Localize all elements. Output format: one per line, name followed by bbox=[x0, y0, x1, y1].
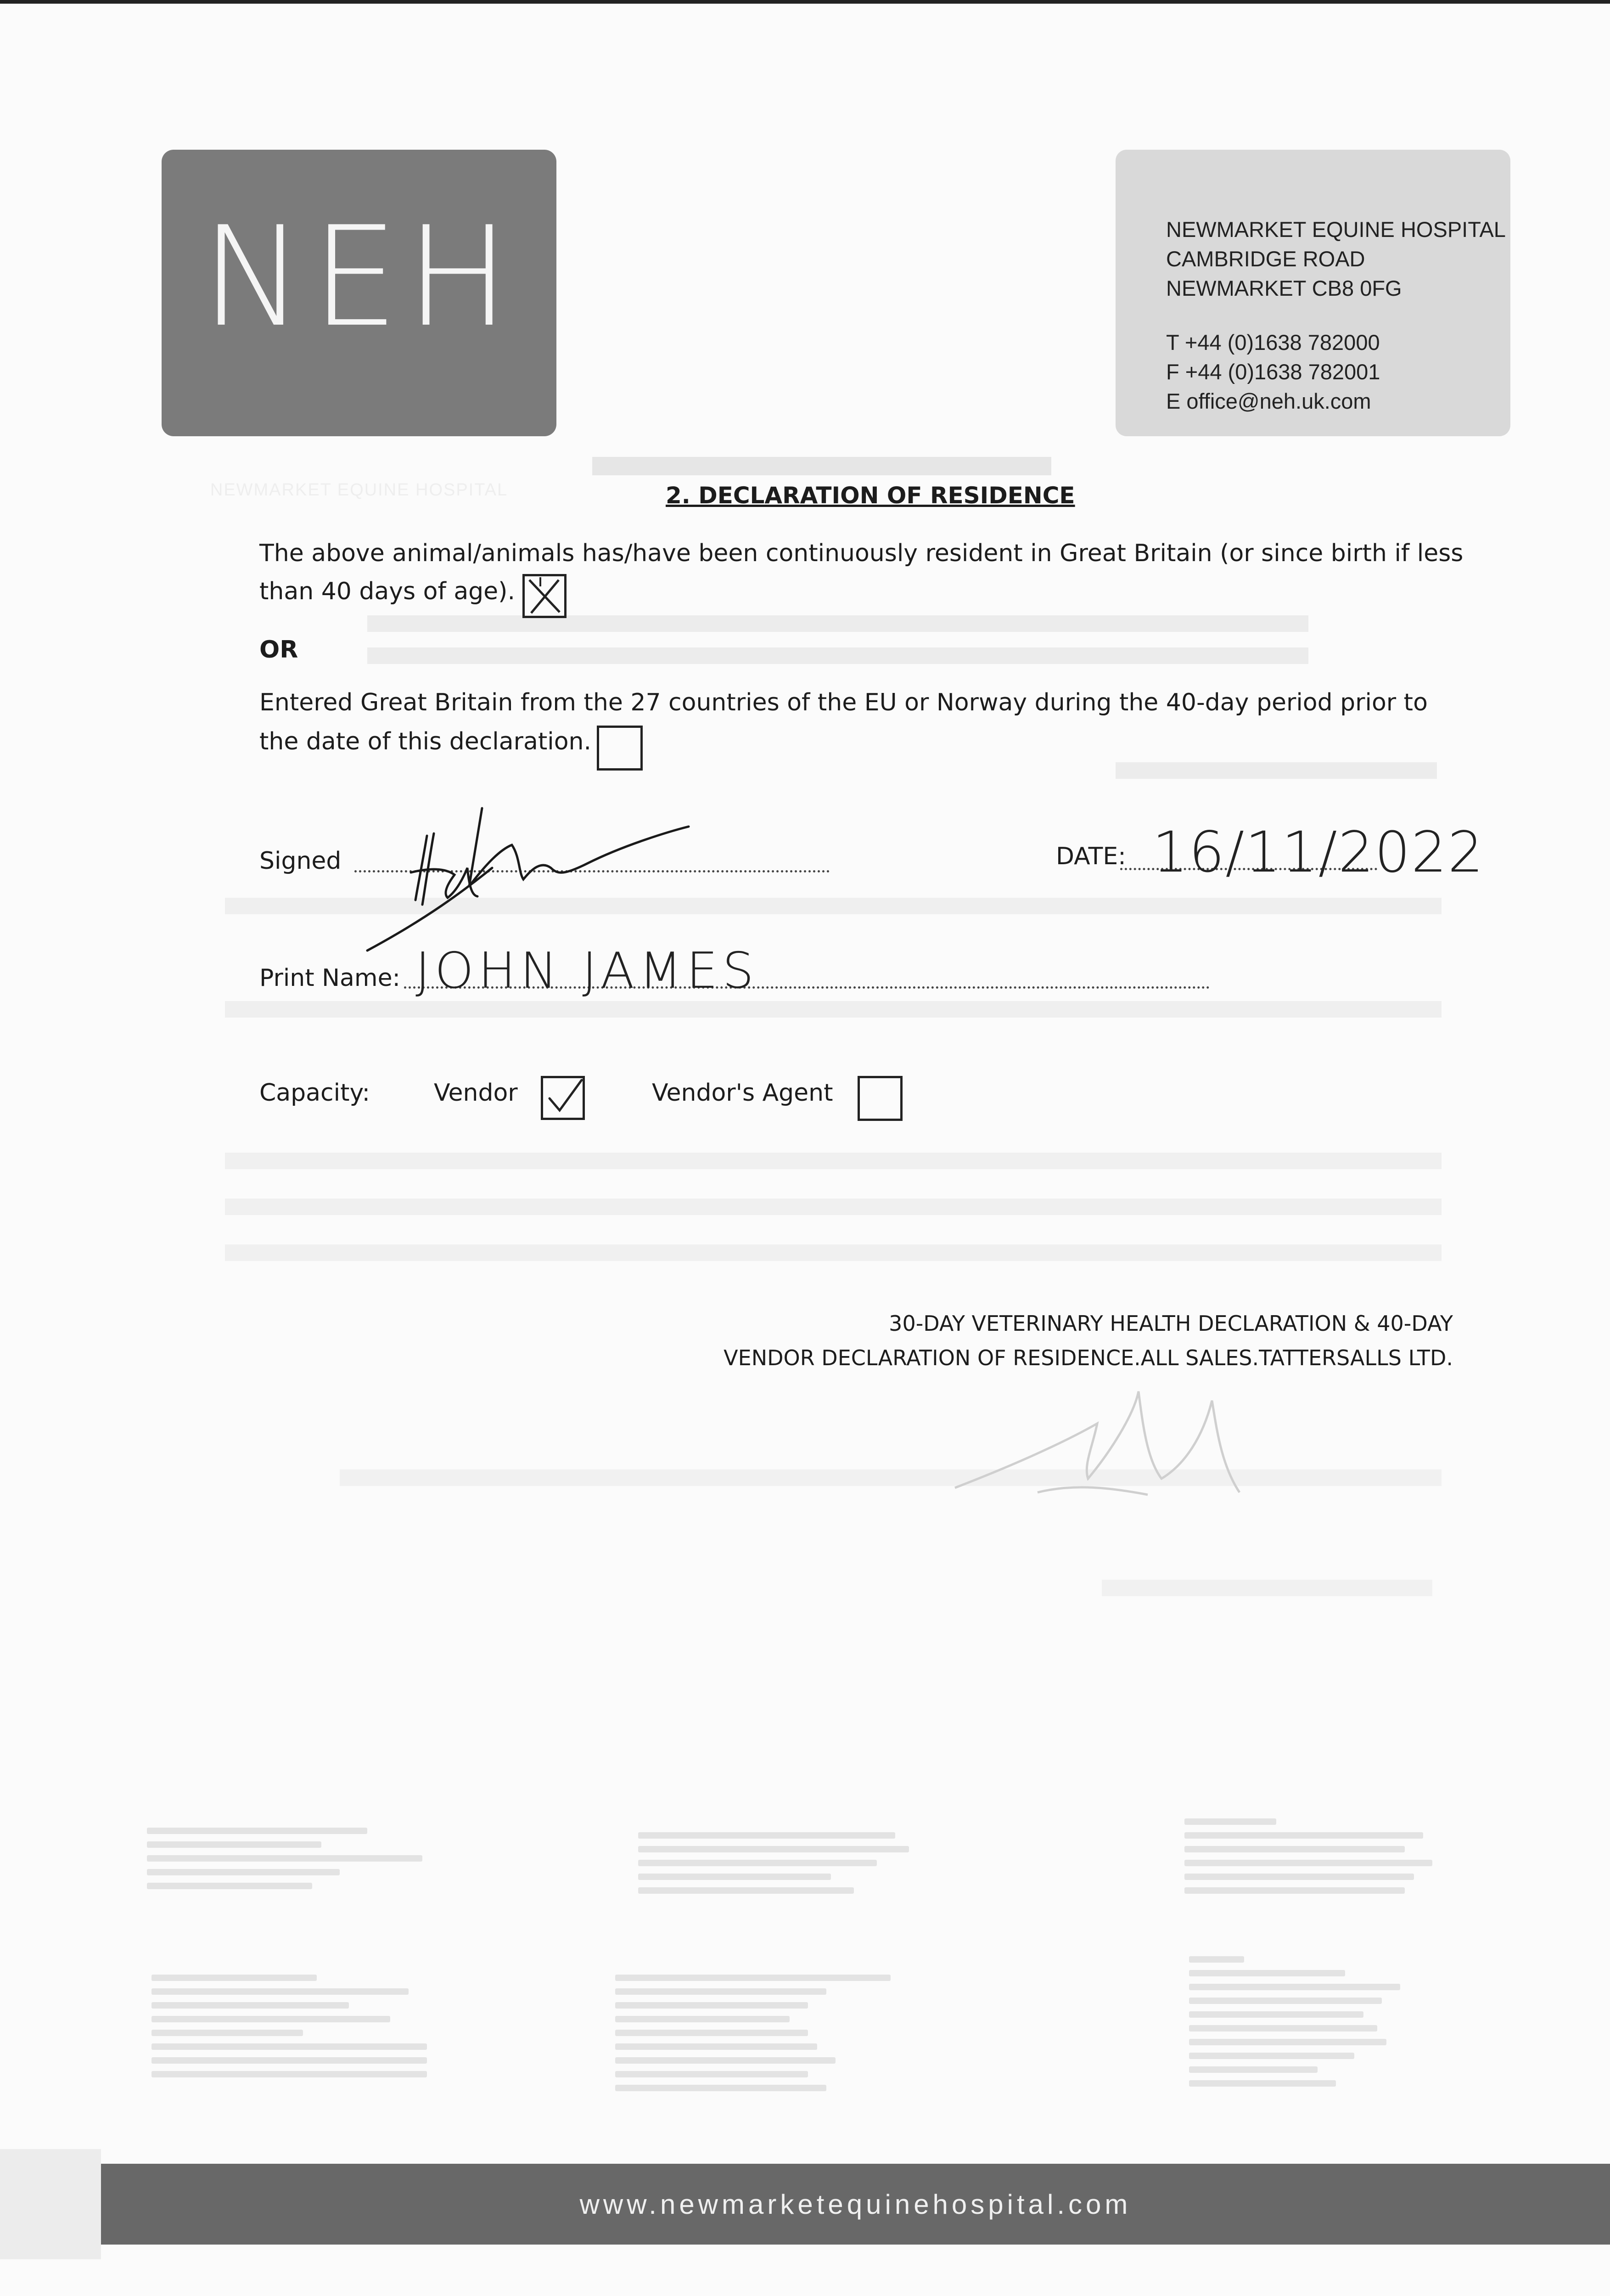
bleed-through bbox=[225, 1001, 1442, 1018]
address-line: NEWMARKET EQUINE HOSPITAL bbox=[1166, 217, 1506, 242]
bleed-through-directory bbox=[151, 1975, 436, 2085]
resident-checkbox[interactable] bbox=[522, 574, 567, 618]
declaration-footnote: 30-DAY VETERINARY HEALTH DECLARATION & 40-DAY bbox=[889, 1311, 1453, 1336]
handwritten-date[interactable]: 16/11/2022 bbox=[1152, 820, 1485, 885]
print-name-label: Print Name: bbox=[259, 964, 401, 992]
bleed-through-directory bbox=[1189, 1956, 1474, 2094]
signature-scribble bbox=[349, 781, 698, 955]
entered-checkbox[interactable] bbox=[597, 726, 643, 771]
handwritten-print-name[interactable]: JOHN JAMES bbox=[415, 942, 758, 1000]
neh-logo bbox=[162, 150, 556, 500]
address-line: NEWMARKET CB8 0FG bbox=[1166, 276, 1402, 300]
address-block bbox=[1116, 150, 1510, 436]
date-label: DATE: bbox=[1056, 843, 1126, 870]
phone-number: T +44 (0)1638 782000 bbox=[1166, 330, 1380, 355]
bleed-through bbox=[225, 1153, 1442, 1169]
entered-option-text: the date of this declaration. bbox=[259, 728, 591, 755]
signed-label: Signed bbox=[259, 847, 342, 875]
address-line: CAMBRIDGE ROAD bbox=[1166, 247, 1365, 271]
bleed-through bbox=[225, 1199, 1442, 1215]
email-address: E office@neh.uk.com bbox=[1166, 389, 1371, 413]
address-lines bbox=[1166, 215, 1506, 303]
agent-option-label: Vendor's Agent bbox=[652, 1079, 833, 1107]
logo-mark: NEH bbox=[201, 197, 517, 357]
bleed-through-directory bbox=[147, 1828, 432, 1896]
bleed-through bbox=[1102, 1580, 1432, 1596]
bleed-through bbox=[592, 457, 1051, 475]
capacity-label: Capacity: bbox=[259, 1079, 370, 1107]
checkmark-icon bbox=[543, 1078, 583, 1118]
or-separator: OR bbox=[259, 636, 298, 664]
declaration-footnote: VENDOR DECLARATION OF RESIDENCE.ALL SALES.TATTERSALLS LTD. bbox=[724, 1345, 1453, 1370]
entered-option-text: Entered Great Britain from the 27 countries of the EU or Norway during the 40-day period prior to bbox=[259, 689, 1428, 716]
bleed-through-directory bbox=[638, 1832, 923, 1901]
bleed-through bbox=[367, 647, 1308, 664]
bleed-through bbox=[225, 1244, 1442, 1261]
footer-strip bbox=[0, 2149, 101, 2259]
bleed-through bbox=[367, 615, 1308, 632]
bleed-through-signature bbox=[946, 1373, 1285, 1511]
website-url: www.newmarketequinehospital.com bbox=[579, 2189, 1132, 2220]
footer-bar bbox=[101, 2164, 1610, 2245]
bleed-through bbox=[1116, 762, 1437, 779]
vendor-agent-checkbox[interactable] bbox=[858, 1076, 903, 1121]
vendor-checkbox[interactable] bbox=[541, 1076, 585, 1120]
logo-subtitle: NEWMARKET EQUINE HOSPITAL bbox=[210, 480, 508, 500]
residence-option-text: than 40 days of age). bbox=[259, 578, 515, 605]
checkbox-x-mark bbox=[525, 576, 564, 616]
residence-option-text: The above animal/animals has/have been continuously resident in Great Britain (or since birth if less bbox=[259, 540, 1464, 567]
top-edge bbox=[0, 0, 1610, 4]
bleed-through-directory bbox=[1184, 1818, 1469, 1901]
bleed-through-directory bbox=[615, 1975, 900, 2099]
contact-lines bbox=[1166, 328, 1380, 416]
vendor-option-label: Vendor bbox=[434, 1079, 518, 1107]
fax-number: F +44 (0)1638 782001 bbox=[1166, 360, 1380, 384]
section-heading: 2. DECLARATION OF RESIDENCE bbox=[666, 482, 1075, 509]
